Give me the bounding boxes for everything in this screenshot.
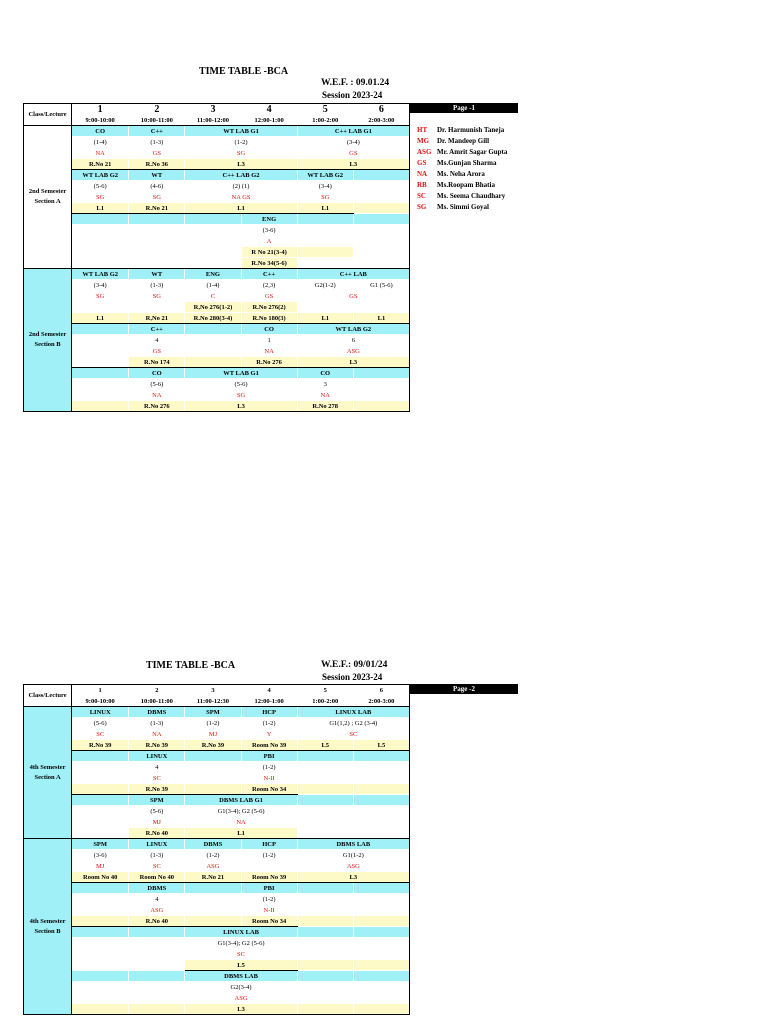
teacher-code: SC [72, 729, 129, 740]
teacher-code: ASG [297, 861, 409, 872]
room-cell: Room No 34 [241, 784, 297, 795]
corner-label: Class/Lecture [24, 104, 72, 126]
section-label: 2nd Semester Section A [24, 126, 72, 269]
section-label: 4th Semester Section A [24, 707, 72, 839]
teacher-code: SC [129, 773, 185, 784]
lecture-header: 4 [241, 104, 297, 115]
lecture-header: 5 [297, 685, 353, 696]
room-cell: L5 [297, 740, 353, 751]
page2-page-label: Page -2 [410, 684, 518, 694]
room-cell: L3 [297, 357, 409, 368]
lecture-range: (5-6) [129, 806, 185, 817]
subject-cell: WT [129, 269, 185, 280]
lecture-header: 3 [185, 104, 241, 115]
subject-cell: WT [129, 170, 185, 181]
lecture-header: 5 [297, 104, 353, 115]
lecture-range: G2(3-4) [185, 982, 297, 993]
lecture-range: (1-2) [185, 718, 241, 729]
subject-cell: CO [72, 126, 129, 137]
room-cell: R.No 40 [129, 828, 185, 839]
room-cell: R.No 39 [185, 740, 241, 751]
lecture-range: (5-6) [129, 379, 185, 390]
subject-cell: CO [297, 368, 353, 379]
room-cell: R.No 39 [129, 740, 185, 751]
room-cell: R.No 276 [241, 357, 297, 368]
teacher-code: NA [129, 390, 185, 401]
subject-cell: C++ LAB G1 [297, 126, 409, 137]
room-cell: L1 [185, 828, 297, 839]
lecture-range: G1 (5-6) [353, 280, 409, 291]
legend-row: SC Ms. Seema Chaudhary [417, 192, 506, 200]
lecture-range: (1-3) [129, 280, 185, 291]
room-cell: R.No 276(2) [241, 302, 297, 313]
room-cell: L1 [353, 313, 409, 324]
teacher-code: ASG [129, 905, 185, 916]
page2-session: Session 2023-24 [322, 672, 383, 682]
lecture-range: (1-2) [241, 894, 297, 905]
lecture-header: 6 [353, 104, 409, 115]
teacher-code: ASG [185, 993, 297, 1004]
subject-cell: WT LAB G1 [185, 368, 297, 379]
room-cell: L3 [185, 401, 297, 412]
room-cell: R No 21(3-4) [241, 247, 297, 258]
legend-row: ASG Mr. Amrit Sagar Gupta [417, 148, 508, 156]
teacher-code: NA [72, 148, 129, 159]
page2-wef-date: W.E.F.: 09/01/24 [321, 660, 388, 670]
teacher-code: SC [129, 861, 185, 872]
teacher-code: Y [241, 729, 297, 740]
teacher-code: MJ [72, 861, 129, 872]
subject-cell: C++ [129, 324, 185, 335]
room-cell: R.No 21 [72, 159, 129, 170]
lecture-range: (2) (1) [185, 181, 297, 192]
legend-row: GS Ms.Gunjan Sharma [417, 159, 497, 167]
legend-row: MG Dr. Mandeep Gill [417, 137, 490, 145]
lecture-range: 4 [129, 894, 185, 905]
lecture-range: (1-2) [241, 850, 297, 861]
section-label: 2nd Semester Section B [24, 269, 72, 412]
subject-cell: LINUX [129, 839, 185, 850]
room-cell: L1 [185, 203, 297, 214]
room-cell: R.No 21 [129, 203, 185, 214]
room-cell: R.No 280(3-4) [185, 313, 241, 324]
teacher-code: GS [241, 291, 297, 302]
lecture-range: (1-2) [241, 718, 297, 729]
teacher-code: SG [72, 291, 129, 302]
corner-label: Class/Lecture [24, 685, 72, 707]
subject-cell: LINUX [129, 751, 185, 762]
teacher-code: NA GS [185, 192, 297, 203]
lecture-range: (3-4) [297, 181, 353, 192]
teacher-code: SC [297, 729, 409, 740]
lecture-range: (1-4) [185, 280, 241, 291]
lecture-range: G1(3-4); G2 (5-6) [185, 938, 297, 949]
time-slot: 1:00-2:00 [297, 115, 353, 126]
lecture-range: (1-3) [129, 850, 185, 861]
subject-cell: C++ [241, 269, 297, 280]
room-cell: R.No 34(5-6) [241, 258, 297, 269]
teacher-code: SC [185, 949, 297, 960]
lecture-range: (1-4) [72, 137, 129, 148]
subject-cell: PBI [241, 751, 297, 762]
lecture-range: (1-2) [185, 137, 297, 148]
room-cell: R.No 180(3) [241, 313, 297, 324]
room-cell: R.No 39 [72, 740, 129, 751]
teacher-code: NA [241, 346, 297, 357]
time-slot: 9:00-10:00 [72, 115, 129, 126]
room-cell: L1 [297, 313, 353, 324]
subject-cell: DBMS LAB [185, 971, 297, 982]
room-cell: R,No 276(1-2) [185, 302, 241, 313]
room-cell: R.No 278 [297, 401, 353, 412]
teacher-code: GS [129, 346, 185, 357]
subject-cell: PBI [241, 883, 297, 894]
room-cell: R.No 40 [129, 916, 185, 927]
lecture-range: 6 [297, 335, 409, 346]
lecture-range: (3-6) [241, 225, 297, 236]
page2-title: TIME TABLE -BCA [146, 660, 236, 671]
subject-cell: CO [241, 324, 297, 335]
room-cell: L1 [72, 203, 129, 214]
time-slot: 10:00-11:00 [129, 115, 185, 126]
page1-page-label: Page -1 [410, 103, 518, 113]
teacher-code: N-II [241, 773, 297, 784]
room-cell: Room No 40 [72, 872, 129, 883]
lecture-range: 4 [129, 762, 185, 773]
lecture-header: 2 [129, 104, 185, 115]
room-cell: L1 [297, 203, 353, 214]
lecture-header: 3 [185, 685, 241, 696]
legend-row: HT Dr. Harmunish Taneja [417, 126, 505, 134]
subject-cell: CO [129, 368, 185, 379]
lecture-range: 1 [241, 335, 297, 346]
subject-cell: DBMS LAB G1 [185, 795, 297, 806]
lecture-range: (1-3) [129, 137, 185, 148]
lecture-range: (3-4) [297, 137, 409, 148]
lecture-header: 1 [72, 685, 129, 696]
subject-cell: C++ [129, 126, 185, 137]
lecture-range: (5-6) [185, 379, 297, 390]
time-slot: 11:00-12:30 [185, 696, 241, 707]
room-cell: Room No 34 [241, 916, 297, 927]
legend-row: SG Ms. Simmi Goyal [417, 203, 489, 211]
subject-cell: WT LAB G1 [185, 126, 297, 137]
time-slot: 9:00-10:00 [72, 696, 129, 707]
subject-cell: ENG [185, 269, 241, 280]
teacher-code: GS [297, 291, 409, 302]
teacher-code: ASG [297, 346, 409, 357]
subject-cell: SPM [185, 707, 241, 718]
lecture-range: (5-6) [72, 181, 129, 192]
lecture-range: 4 [129, 335, 185, 346]
room-cell: R.No 21 [185, 872, 241, 883]
teacher-code: SG [129, 192, 185, 203]
subject-cell: SPM [129, 795, 185, 806]
subject-cell: HCP [241, 839, 297, 850]
time-slot: 2:00-3:00 [353, 115, 409, 126]
teacher-code: NA [185, 817, 297, 828]
teacher-code: SG [72, 192, 129, 203]
subject-cell: SPM [72, 839, 129, 850]
room-cell: Room No 40 [129, 872, 185, 883]
teacher-code: N-II [241, 905, 297, 916]
time-slot: 1:00-2:00 [297, 696, 353, 707]
subject-cell: C++ LAB [297, 269, 409, 280]
legend-row: NA Ms. Neha Arora [417, 170, 485, 178]
subject-cell: DBMS [129, 883, 185, 894]
room-cell: R.No 174 [129, 357, 185, 368]
page2-timetable [23, 684, 410, 1015]
room-cell: Room No 39 [241, 872, 297, 883]
time-slot: 10:00-11:00 [129, 696, 185, 707]
teacher-code: NA [297, 390, 353, 401]
lecture-range: G1(1-2) [297, 850, 409, 861]
teacher-code: ASG [185, 861, 241, 872]
room-cell: R.No 36 [129, 159, 185, 170]
subject-cell: LINUX LAB [297, 707, 409, 718]
subject-cell: WT LAB G2 [297, 170, 353, 181]
time-slot: 12:00-1:00 [241, 115, 297, 126]
room-cell: L3 [297, 159, 409, 170]
teacher-code: MJ [185, 729, 241, 740]
teacher-code: GS [297, 148, 409, 159]
lecture-range: (3-6) [72, 850, 129, 861]
lecture-range: (1-2) [241, 762, 297, 773]
page1-session: Session 2023-24 [322, 90, 383, 100]
lecture-range: G1(1,2) ; G2 (3-4) [297, 718, 409, 729]
lecture-range: (4-6) [129, 181, 185, 192]
time-slot: 2:00-3:00 [353, 696, 409, 707]
lecture-range: 3 [297, 379, 353, 390]
room-cell: L1 [72, 313, 129, 324]
room-cell: L3 [185, 159, 297, 170]
lecture-range: G2(1-2) [297, 280, 353, 291]
lecture-range: G1(3-4); G2 (5-6) [185, 806, 297, 817]
teacher-code: C [185, 291, 241, 302]
page1-wef-date: W.E.F. : 09.01.24 [321, 78, 390, 88]
teacher-code: NA [129, 729, 185, 740]
page1-title: TIME TABLE -BCA [199, 66, 289, 77]
teacher-code: SG [185, 148, 297, 159]
room-cell: L3 [297, 872, 409, 883]
room-cell: Room No 39 [241, 740, 297, 751]
room-cell: L5 [353, 740, 409, 751]
time-slot: 12:00-1:00 [241, 696, 297, 707]
room-cell: R.No 276 [129, 401, 185, 412]
lecture-range: (2,3) [241, 280, 297, 291]
legend-row: RB Ms.Roopam Bhatia [417, 181, 495, 189]
subject-cell: WT LAB G2 [72, 269, 129, 280]
lecture-range: (5-6) [72, 718, 129, 729]
teacher-code: SG [297, 192, 353, 203]
room-cell: L3 [185, 1004, 297, 1015]
teacher-code: SG [129, 291, 185, 302]
subject-cell: WT LAB G2 [72, 170, 129, 181]
lecture-header: 6 [353, 685, 409, 696]
teacher-code: A [241, 236, 297, 247]
teacher-code: SG [185, 390, 297, 401]
subject-cell: LINUX [72, 707, 129, 718]
subject-cell: DBMS [129, 707, 185, 718]
subject-cell: DBMS LAB [297, 839, 409, 850]
lecture-header: 1 [72, 104, 129, 115]
subject-cell: HCP [241, 707, 297, 718]
room-cell: L5 [185, 960, 297, 971]
page1-timetable [23, 103, 410, 412]
room-cell: R,No 21 [129, 313, 185, 324]
lecture-range: (1-2) [185, 850, 241, 861]
lecture-header: 4 [241, 685, 297, 696]
subject-cell: DBMS [185, 839, 241, 850]
section-label: 4th Semester Section B [24, 839, 72, 1015]
teacher-code: MJ [129, 817, 185, 828]
teacher-legend [417, 125, 507, 213]
subject-cell: C++ LAB G2 [185, 170, 297, 181]
subject-cell: WT LAB G2 [297, 324, 409, 335]
time-slot: 11:00-12:00 [185, 115, 241, 126]
lecture-range: (3-4) [72, 280, 129, 291]
room-cell: R.No 39 [129, 784, 185, 795]
subject-cell: ENG [241, 214, 297, 225]
lecture-range: (1-3) [129, 718, 185, 729]
subject-cell: LINUX LAB [185, 927, 297, 938]
teacher-code: GS [129, 148, 185, 159]
lecture-header: 2 [129, 685, 185, 696]
